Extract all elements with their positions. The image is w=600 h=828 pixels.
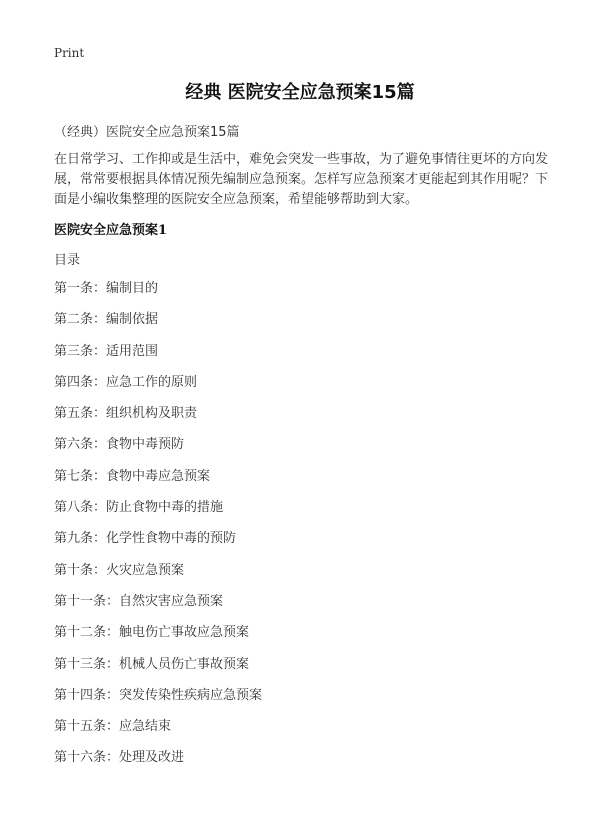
toc-item: 第十四条：突发传染性疾病应急预案 <box>54 687 263 703</box>
toc-item: 第四条：应急工作的原则 <box>54 374 198 390</box>
toc-item: 第十条：火灾应急预案 <box>54 562 185 578</box>
toc-item: 第八条：防止食物中毒的措施 <box>54 500 224 516</box>
toc-item: 第九条：化学性食物中毒的预防 <box>54 531 237 547</box>
toc-item: 第七条：食物中毒应急预案 <box>54 468 211 484</box>
document-subtitle: （经典）医院安全应急预案15篇 <box>54 125 240 140</box>
intro-paragraph: 在日常学习、工作抑或是生活中，难免会突发一些事故，为了避免事情往更坏的方向发展，常常要根据具体情况预先编制应急预案。怎样写应急预案才更能起到其作用呢？下面是小编收集整理的医院安全应急预案，希望能够帮助到大家。 <box>54 152 549 207</box>
toc-item: 第二条：编制依据 <box>54 312 159 328</box>
toc-list <box>54 280 262 781</box>
toc-item: 第十二条：触电伤亡事故应急预案 <box>54 625 250 641</box>
toc-item: 第十五条：应急结束 <box>54 719 172 735</box>
page-title: 经典 医院安全应急预案15篇 <box>185 82 415 103</box>
toc-item: 第十一条：自然灾害应急预案 <box>54 593 224 609</box>
toc-item: 第六条：食物中毒预防 <box>54 437 185 453</box>
section-heading: 医院安全应急预案1 <box>54 223 168 238</box>
toc-item: 第五条：组织机构及职责 <box>54 406 198 422</box>
toc-label: 目录 <box>54 253 81 268</box>
toc-item: 第十六条：处理及改进 <box>54 750 185 766</box>
toc-item: 第一条：编制目的 <box>54 281 159 296</box>
toc-item: 第十三条：机械人员伤亡事故预案 <box>54 656 250 672</box>
print-link[interactable]: Print <box>54 46 85 60</box>
toc-item: 第三条：适用范围 <box>54 343 159 359</box>
